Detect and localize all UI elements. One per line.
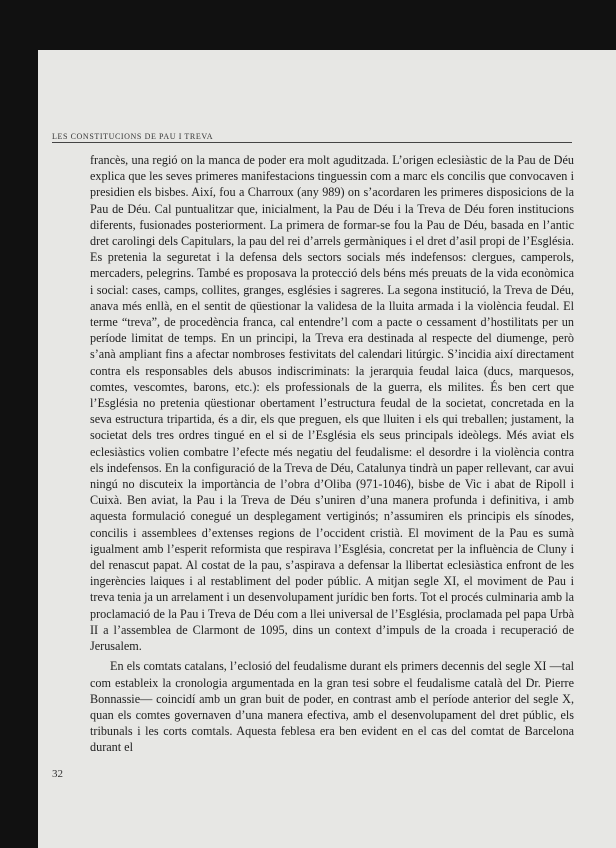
header-rule — [52, 142, 572, 143]
paragraph-1: francès, una regió on la manca de poder era molt aguditzada. L’origen eclesiàstic de la Pau de Déu explica que les seves primeres manifestacions tinguessin com a marc els concilis que convocaven i presidien els bisbes. Així, fou a Charroux (any 989) on s’acordaren les primeres disposicions de la Pau de Déu. Cal puntualitzar que, inicialment, la Pau de Déu i la Treva de Déu foren institucions diferents, fusionades posteriorment. La primera de formar-se fou la Pau de Déu, basada en l’antic dret carolingi dels Capitulars, la pau del rei d’arrels germàniques i el dret d’asil propi de l’Església. Es pretenia la seguretat i la defensa dels sectors socials més indefensos: clergues, camperols, mercaders, pelegrins. També es proposava la protecció dels béns més preuats de la vida econòmica i social: cases, camps, collites, granges, esglésies i sagreres. La segona institució, la Treva de Déu, anava més enllà, en el sentit de qüestionar la validesa de la lluita armada i la violència feudal. El terme “treva”, de procedència franca, cal entendre’l com a pacte o cessament d’hostilitats per un període limitat de temps. En un principi, la Treva era destinada al respecte del diumenge, però s’anà ampliant fins a afectar nombroses festivitats del calendari litúrgic. S’incidia així directament contra els responsables dels abusos indiscriminats: la jerarquia feudal laica (ducs, marquesos, comtes, vescomtes, barons, etc.): els professionals de la guerra, els milites. És ben cert que l’Església no pretenia qüestionar obertament l’estructura feudal de la societat, concretada en la seva estructura tripartida, és a dir, els que preguen, els que lluiten i els qui treballen; justament, la societat dels tres ordres tingué en el si de l’Església els seus principals ideòlegs. Més aviat els eclesiàstics volien combatre l’efecte més negatiu del feudalisme: el desordre i la violència contra els indefensos. En la configuració de la Treva de Déu, Catalunya tindrà un paper rellevant, car avui ningú no discuteix la importància de l’obra d’Oliba (971-1046), bisbe de Vic i abat de Ripoll i Cuixà. Ben aviat, la Pau i la Treva de Déu s’uniren d’una manera profunda i definitiva, i amb aquesta formulació conegué un desplegament vertiginós; n’assumiren els principis els sínodes, concilis i assemblees d’extenses regions de l’occident cristià. El moviment de la Pau es sumà igualment amb l’esperit reformista que respirava l’Església, concretat per la influència de Cluny i del renascut papat. Al costat de la pau, s’aspirava a defensar la llibertat eclesiàstica enfront de les ingerències laiques i al restabliment del poder públic. A mitjan segle XI, el moviment de Pau i treva tenia ja un arrelament i un desenvolupament jurídic ben forts. Tot el procés culminaria amb la proclamació de la Pau i Treva de Déu com a llei universal de l’Església, proclamada pel papa Urbà II a l’assemblea de Clarmont de 1095, dins un context d’impuls de la croada i recuperació de Jerusalem. — [90, 153, 574, 654]
paragraph-2: En els comtats catalans, l’eclosió del feudalisme durant els primers decennis del segle XI —tal com estableix la cronologia argumentada en la gran tesi sobre el feudalisme català del Dr. Pierre Bonnassie— coincidí amb un gran buit de poder, en contrast amb el període anterior del segle X, quan els comtes governaven d’una manera efectiva, amb el desenvolupament del dret públic, els tribunals i les corts comtals. Aquesta feblesa era ben evident en el cas del comtat de Barcelona durant el — [90, 659, 574, 755]
body-text — [90, 152, 574, 756]
page-number: 32 — [52, 768, 63, 780]
running-head: LES CONSTITUCIONS DE PAU I TREVA — [52, 132, 214, 141]
